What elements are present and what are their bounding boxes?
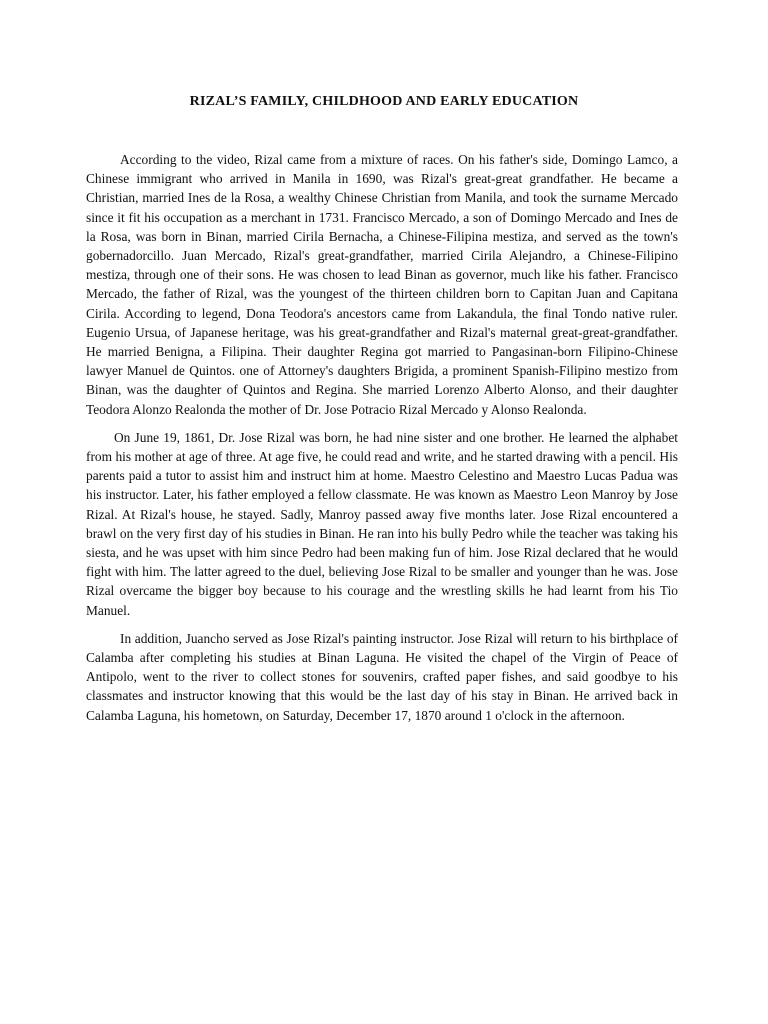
paragraph-return-to-calamba: In addition, Juancho served as Jose Rizal's painting instructor. Jose Rizal will return to his birthplace of Calamba after completing his studies at Binan Laguna. He visited the chapel of the Virgin of Peace of Antipolo, went to the river to collect stones for souvenirs, crafted paper fishes, and said goodbye to his classmates and instructor knowing that this would be the last day of his stay in Binan. He arrived back in Calamba Laguna, his hometown, on Saturday, December 17, 1870 around 1 o'clock in the afternoon. xyxy=(86,630,678,723)
document-title: RIZAL’S FAMILY, CHILDHOOD AND EARLY EDUCATION xyxy=(189,94,579,109)
paragraph-childhood: On June 19, 1861, Dr. Jose Rizal was born, he had nine sister and one brother. He learned the alphabet from his mother at age of three. At age five, he could read and write, and he started drawing with a pencil. His parents paid a tutor to assist him and instruct him at home. Maestro Celestino and Maestro Lucas Padua was his instructor. Later, his father employed a fellow classmate. He was known as Maestro Leon Manroy by Jose Rizal. At Rizal's house, he stayed. Sadly, Manroy passed away five months later. Jose Rizal encountered a brawl on the very first day of his studies in Binan. He ran into his bully Pedro while the teacher was taking his siesta, and he was upset with him since Pedro had been making fun of him. Jose Rizal declared that he would fight with him. The latter agreed to the duel, believing Jose Rizal to be smaller and younger than he was. Jose Rizal overcame the bigger boy because to his courage and the wrestling skills he had learnt from his Tio Manuel. xyxy=(86,429,678,618)
paragraph-family-background: According to the video, Rizal came from a mixture of races. On his father's side, Domingo Lamco, a Chinese immigrant who arrived in Manila in 1690, was Rizal's great-great grandfather. He became a Christian, married Ines de la Rosa, a wealthy Chinese Christian from Manila, and took the surname Mercado since it fit his occupation as a merchant in 1731. Francisco Mercado, a son of Domingo Mercado and Ines de la Rosa, was born in Binan, married Cirila Bernacha, a Chinese-Filipina mestiza, and served as the town's gobernadorcillo. Juan Mercado, Rizal's great-grandfather, married Cirila Alejandro, a Chinese-Filipino mestiza, through one of their sons. He was chosen to lead Binan as governor, much like his father. Francisco Mercado, the father of Rizal, was the youngest of the thirteen children born to Capitan Juan and Capitana Cirila. According to legend, Dona Teodora's ancestors came from Lakandula, the final Tondo native ruler. Eugenio Ursua, of Japanese heritage, was his great-grandfather and Rizal's maternal great-great-grandfather. He married Benigna, a Filipina. Their daughter Regina got married to Pangasinan-born Filipino-Chinese lawyer Manuel de Quintos. one of Attorney's daughters Brigida, a prominent Spanish-Filipino mestizo from Binan, was the daughter of Quintos and Regina. She married Lorenzo Alberto Alonso, and their daughter Teodora Alonzo Realonda the mother of Dr. Jose Potracio Rizal Mercado y Alonso Realonda. xyxy=(86,152,678,417)
document-body xyxy=(86,150,678,734)
